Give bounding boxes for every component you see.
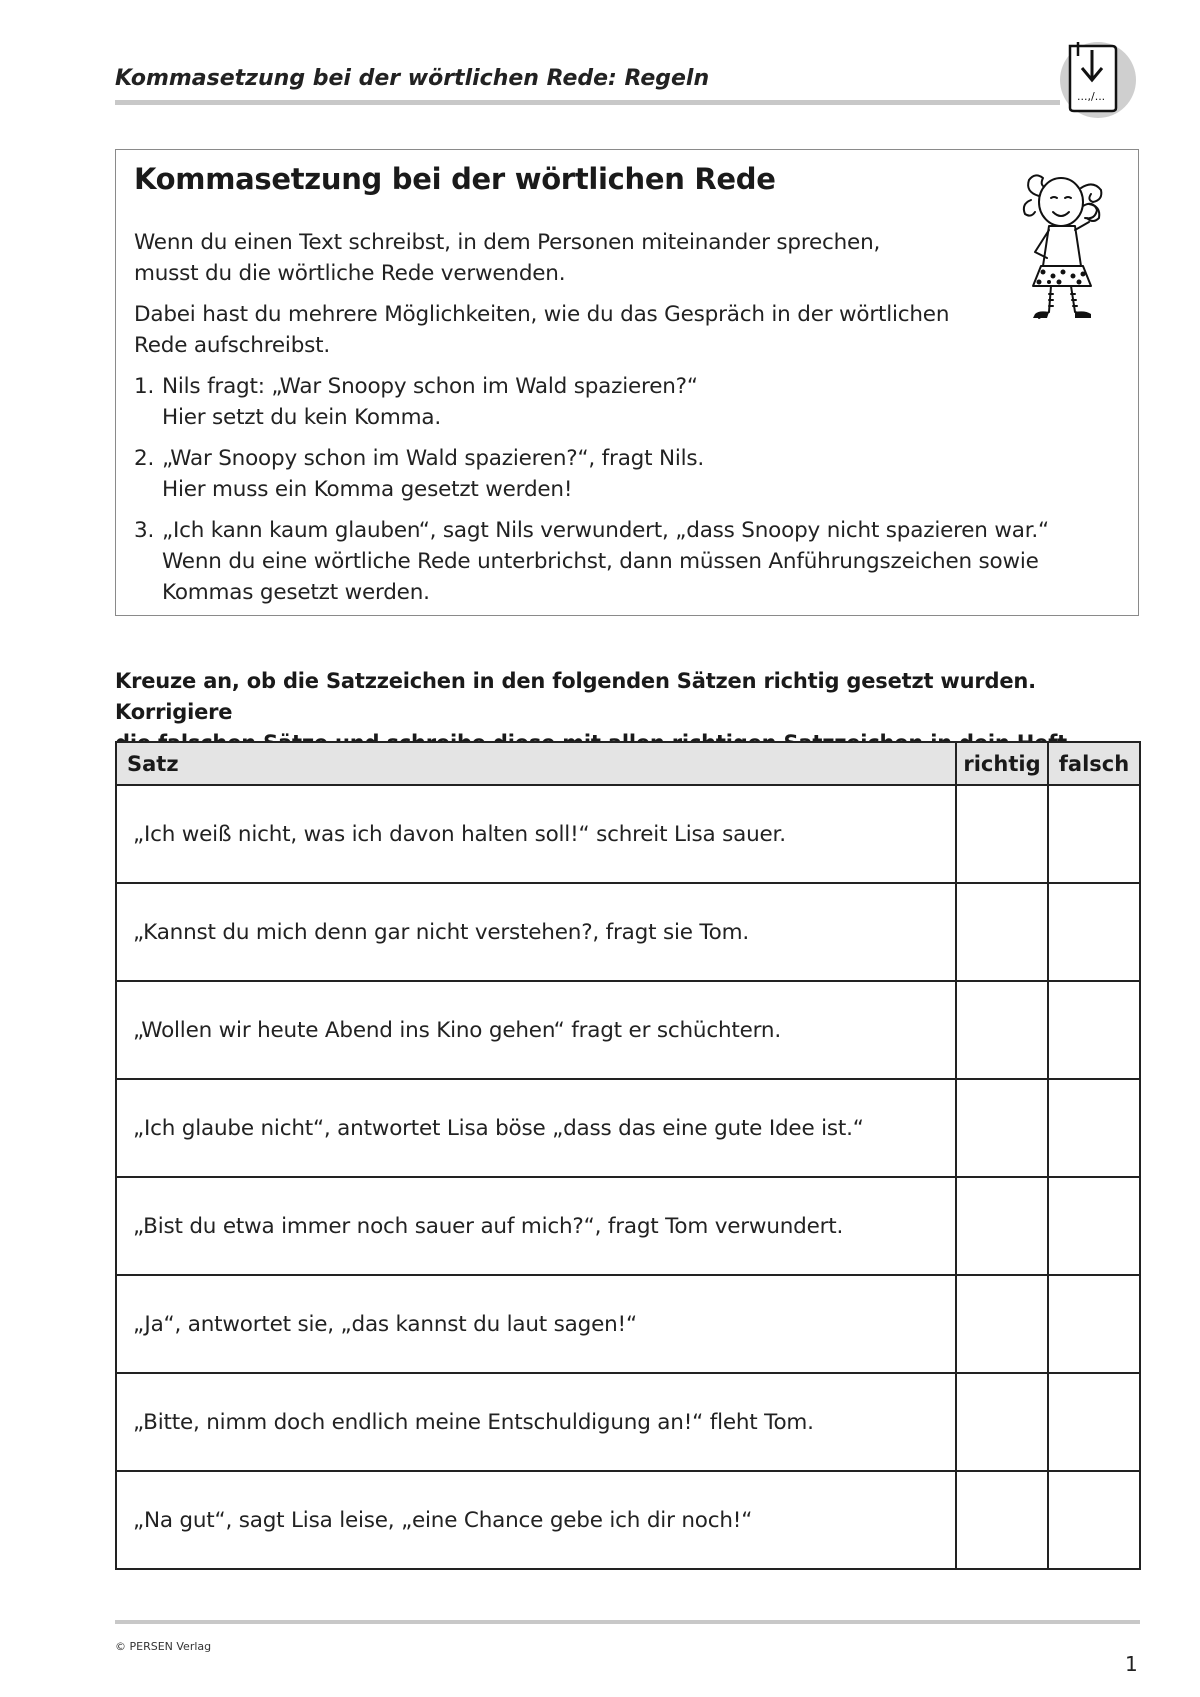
wrong-checkbox-cell[interactable] <box>1048 1373 1140 1471</box>
sentence-cell: „Wollen wir heute Abend ins Kino gehen“ fragt er schüchtern. <box>116 981 956 1079</box>
rule-explanation: Wenn du eine wörtliche Rede unterbrichst, dann müssen Anführungszeichen sowie <box>162 549 1039 574</box>
rule-item <box>134 371 1114 433</box>
rule-explanation: Hier muss ein Komma gesetzt werden! <box>162 477 573 502</box>
sentence-cell: „Kannst du mich denn gar nicht verstehen?, fragt sie Tom. <box>116 883 956 981</box>
sentence-cell: „Ich glaube nicht“, antwortet Lisa böse „dass das eine gute Idee ist.“ <box>116 1079 956 1177</box>
rules-list <box>134 371 1114 618</box>
svg-text:...,/...: ...,/... <box>1077 90 1106 103</box>
rule-item <box>134 515 1114 608</box>
rule-example: Nils fragt: „War Snoopy schon im Wald spazieren?“ <box>162 374 698 399</box>
correct-checkbox-cell[interactable] <box>956 1373 1048 1471</box>
copyright: © PERSEN Verlag <box>115 1640 212 1653</box>
column-header-wrong: falsch <box>1048 742 1140 785</box>
table-row <box>116 981 1140 1079</box>
table-row <box>116 785 1140 883</box>
sentence-cell: „Ich weiß nicht, was ich davon halten soll!“ schreit Lisa sauer. <box>116 785 956 883</box>
table-row <box>116 1471 1140 1569</box>
rules-box <box>115 149 1139 616</box>
worksheet-arrow-icon <box>1050 38 1140 118</box>
sentence-cell: „Bist du etwa immer noch sauer auf mich?“, fragt Tom verwundert. <box>116 1177 956 1275</box>
correct-checkbox-cell[interactable] <box>956 1079 1048 1177</box>
rule-example: „War Snoopy schon im Wald spazieren?“, fragt Nils. <box>162 446 705 471</box>
correct-checkbox-cell[interactable] <box>956 1177 1048 1275</box>
rule-example: „Ich kann kaum glauben“, sagt Nils verwundert, „dass Snoopy nicht spazieren war.“ <box>162 518 1049 543</box>
table-row <box>116 1373 1140 1471</box>
correct-checkbox-cell[interactable] <box>956 785 1048 883</box>
footer-divider <box>115 1620 1140 1624</box>
correct-checkbox-cell[interactable] <box>956 1275 1048 1373</box>
wrong-checkbox-cell[interactable] <box>1048 883 1140 981</box>
text-line: Dabei hast du mehrere Möglichkeiten, wie du das Gespräch in der wörtlichen <box>134 302 950 327</box>
correct-checkbox-cell[interactable] <box>956 883 1048 981</box>
wrong-checkbox-cell[interactable] <box>1048 1079 1140 1177</box>
girl-thinking-illustration <box>1009 166 1119 326</box>
table-row <box>116 883 1140 981</box>
task-line: Kreuze an, ob die Satzzeichen in den folgenden Sätzen richtig gesetzt wurden. Korrigiere <box>115 669 1036 724</box>
text-line: musst du die wörtliche Rede verwenden. <box>134 261 566 286</box>
rule-number: 3. <box>134 518 155 543</box>
rule-number: 2. <box>134 446 155 471</box>
header-divider <box>115 100 1060 105</box>
rule-number: 1. <box>134 374 155 399</box>
text-line: Rede aufschreibst. <box>134 333 331 358</box>
column-header-sentence: Satz <box>116 742 956 785</box>
page-title: Kommasetzung bei der wörtlichen Rede: Regeln <box>115 66 710 91</box>
options-paragraph <box>134 299 964 361</box>
rule-item <box>134 443 1114 505</box>
wrong-checkbox-cell[interactable] <box>1048 981 1140 1079</box>
rule-explanation: Kommas gesetzt werden. <box>162 580 430 605</box>
table-row <box>116 1079 1140 1177</box>
correct-checkbox-cell[interactable] <box>956 1471 1048 1569</box>
page-number: 1 <box>1125 1652 1138 1676</box>
table-row <box>116 1177 1140 1275</box>
correct-checkbox-cell[interactable] <box>956 981 1048 1079</box>
table-row <box>116 1275 1140 1373</box>
wrong-checkbox-cell[interactable] <box>1048 1471 1140 1569</box>
table-header-row <box>116 742 1140 785</box>
rules-title: Kommasetzung bei der wörtlichen Rede <box>134 162 776 196</box>
wrong-checkbox-cell[interactable] <box>1048 1177 1140 1275</box>
wrong-checkbox-cell[interactable] <box>1048 785 1140 883</box>
column-header-correct: richtig <box>956 742 1048 785</box>
rule-explanation: Hier setzt du kein Komma. <box>162 405 441 430</box>
sentence-cell: „Na gut“, sagt Lisa leise, „eine Chance gebe ich dir noch!“ <box>116 1471 956 1569</box>
sentence-cell: „Bitte, nimm doch endlich meine Entschuldigung an!“ fleht Tom. <box>116 1373 956 1471</box>
sentence-cell: „Ja“, antwortet sie, „das kannst du laut sagen!“ <box>116 1275 956 1373</box>
exercise-table <box>115 741 1141 1570</box>
wrong-checkbox-cell[interactable] <box>1048 1275 1140 1373</box>
intro-paragraph <box>134 227 914 289</box>
text-line: Wenn du einen Text schreibst, in dem Personen miteinander sprechen, <box>134 230 881 255</box>
